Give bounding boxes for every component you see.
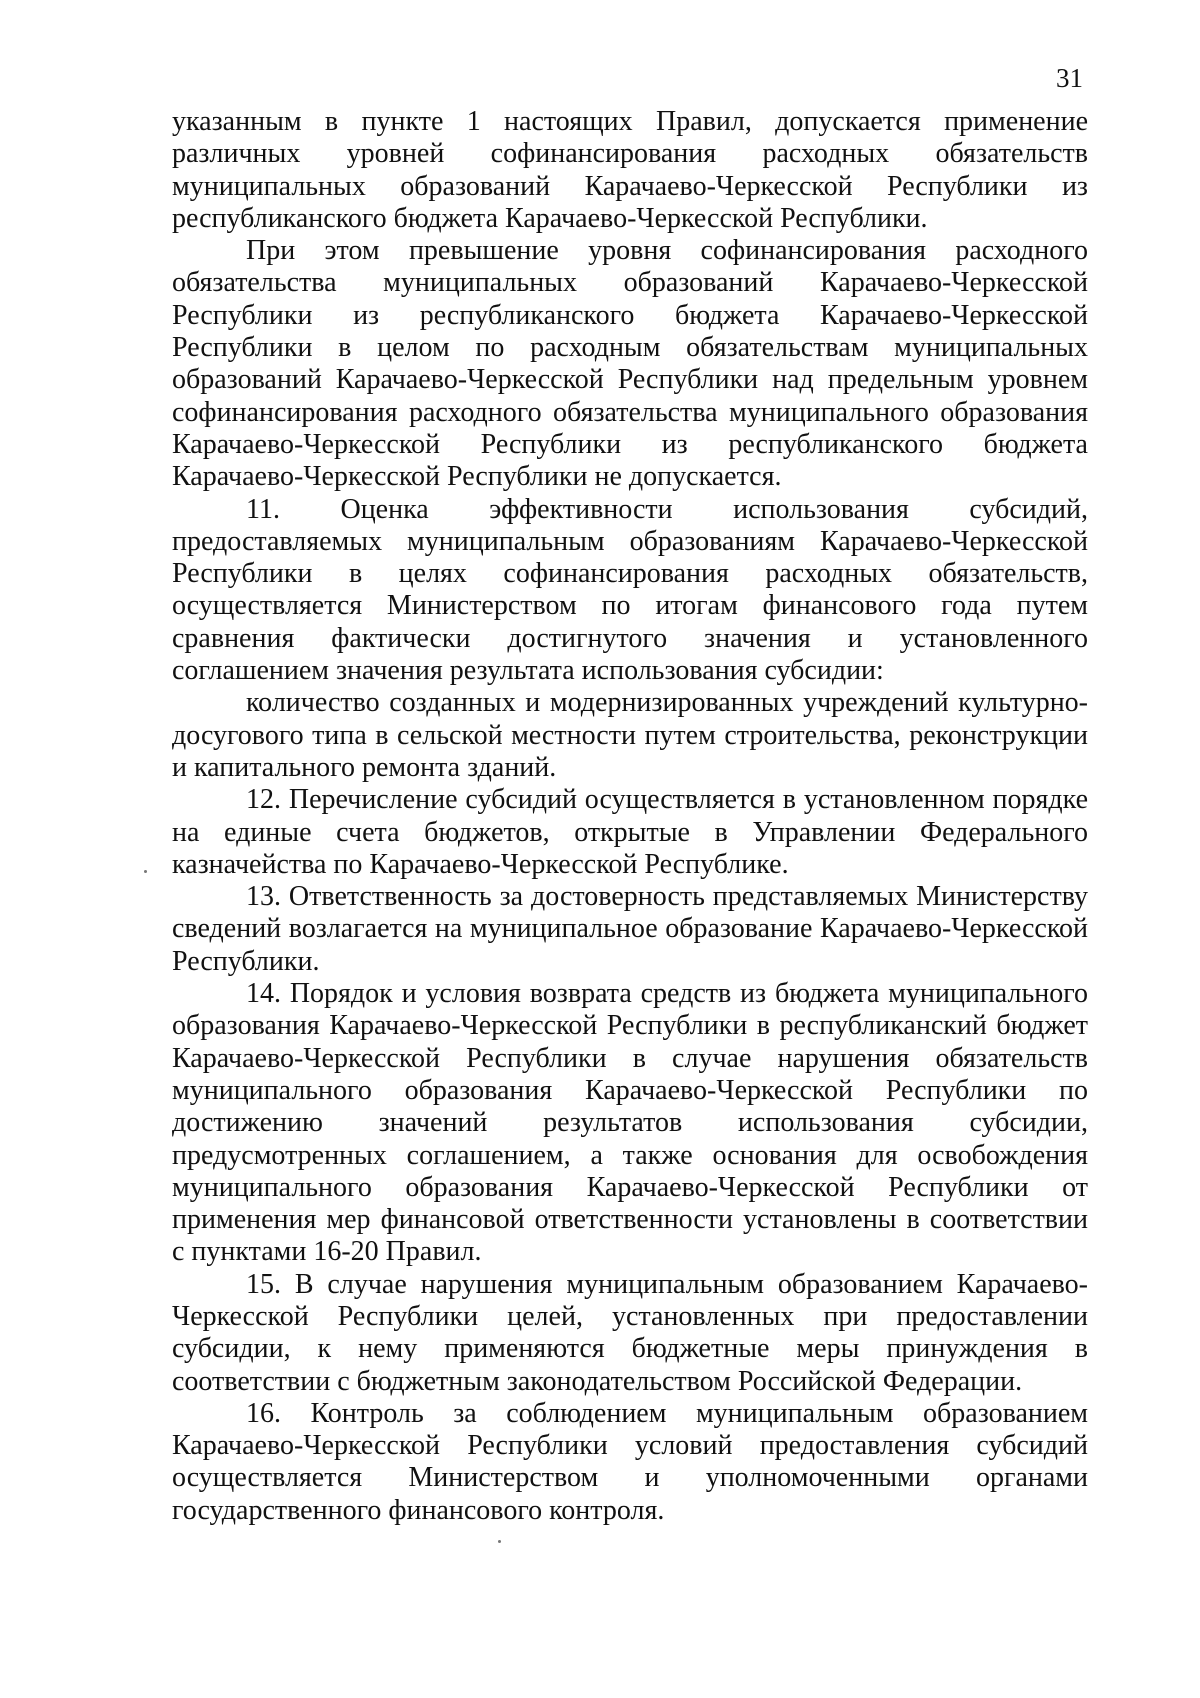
paragraph-item-16: 16. Контроль за соблюдением муниципальным образованием Карачаево-Черкесской Республики условий предоставления субсидий осуществляется Министерством и уполномоченными органами государственного финансового контроля. [172,1397,1088,1526]
paragraph-item-11: 11. Оценка эффективности использования субсидий, предоставляемых муниципальным образованиям Карачаево-Черкесской Республики в целях софинансирования расходных обязательств, осуществляется Министерством по итогам финансового года путем сравнения фактически достигнутого значения и установленного соглашением значения результата использования субсидии: [172,493,1088,687]
scan-speck [498,1540,501,1543]
paragraph-item-14: 14. Порядок и условия возврата средств из бюджета муниципального образования Карачаево-Черкесской Республики в республиканский бюджет Карачаево-Черкесской Республики в случае нарушения обязательств муниципального образования Карачаево-Черкесской Республики по достижению значений результатов использования субсидии, предусмотренных соглашением, а также основания для освобождения муниципального образования Карачаево-Черкесской Республики от применения мер финансовой ответственности установлены в соответствии с пунктами 16-20 Правил. [172,978,1088,1268]
paragraph-result-indicator: количество созданных и модернизированных учреждений культурно-досугового типа в сельской местности путем строительства, реконструкции и капитального ремонта зданий. [172,687,1088,783]
paragraph-item-12: 12. Перечисление субсидий осуществляется в установленном порядке на единые счета бюджетов, открытые в Управлении Федерального казначейства по Карачаево-Черкесской Республике. [172,784,1088,880]
paragraph-item-15: 15. В случае нарушения муниципальным образованием Карачаево-Черкесской Республики целей, установленных при предоставлении субсидии, к нему применяются бюджетные меры принуждения в соответствии с бюджетным законодательством Российской Федерации. [172,1268,1088,1397]
paragraph-continuation: указанным в пункте 1 настоящих Правил, допускается применение различных уровней софинансирования расходных обязательств муниципальных образований Карачаево-Черкесской Республики из республиканского бюджета Карачаево-Черкесской Республики. [172,106,1088,234]
page-number: 31 [1056,63,1083,93]
paragraph-cofinancing-excess: При этом превышение уровня софинансирования расходного обязательства муниципальных образований Карачаево-Черкесской Республики из республиканского бюджета Карачаево-Черкесской Республики в целом по расходным обязательствам муниципальных образований Карачаево-Черкесской Республики над предельным уровнем софинансирования расходного обязательства муниципального образования Карачаево-Черкесской Республики из республиканского бюджета Карачаево-Черкесской Республики не допускается. [172,235,1088,493]
scan-speck [144,870,147,873]
paragraph-item-13: 13. Ответственность за достоверность представляемых Министерству сведений возлагается на муниципальное образование Карачаево-Черкесской Республики. [172,881,1088,977]
document-body [172,106,1088,1527]
